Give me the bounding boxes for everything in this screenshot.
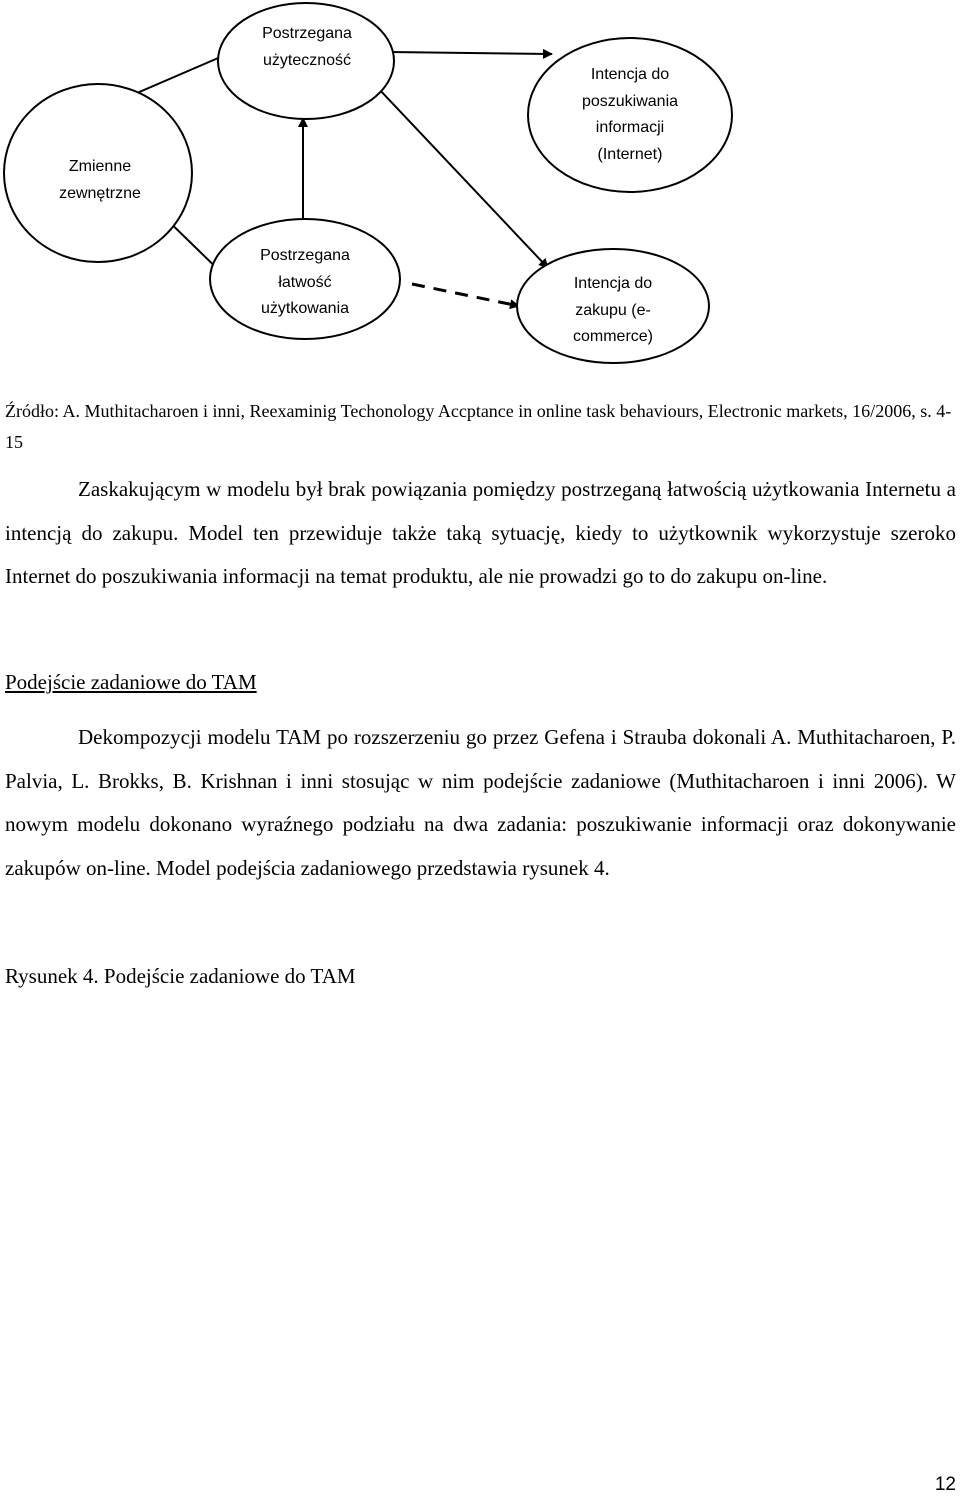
tam-diagram [0, 0, 960, 365]
node-label-external-variables: Zmienne zewnętrzne [59, 158, 141, 202]
body-paragraph-2: Dekompozycji modelu TAM po rozszerzeniu go przez Gefena i Strauba dokonali A. Muthitacharoen, P. Palvia, L. Brokks, B. Krishnan i inni stosując w nim podejście zadaniowe (Muthitacharoen i inni 2006). W nowym modelu dokonano wyraźnego podziału na dwa zadania: poszukiwanie informacji oraz dokonywanie zakupów on-line. Model podejścia zadaniowego przedstawia rysunek 4. [5, 725, 956, 880]
node-label-search-intention: Intencja do poszukiwania informacji (Internet) [581, 66, 679, 163]
body-paragraph-1: Zaskakującym w modelu był brak powiązania pomiędzy postrzeganą łatwością użytkowania Internetu a intencją do zakupu. Model ten przewiduje także taką sytuację, kiedy to użytkownik wykorzystuje szeroko Internet do poszukiwania informacji na temat produktu, ale nie prowadzi go to do zakupu on-line. [5, 477, 956, 588]
edge-peou-to-buy-dashed [412, 284, 519, 306]
section-heading: Podejście zadaniowe do TAM [5, 670, 257, 694]
node-label-perceived-ease-of-use: Postrzegana łatwość użytkowania [260, 247, 350, 317]
node-label-purchase-intention: Intencja do zakupu (e- commerce) [572, 275, 653, 345]
figure-caption: Rysunek 4. Podejście zadaniowe do TAM [5, 964, 356, 988]
figure-source: Źródło: A. Muthitacharoen i inni, Reexaminig Techonology Accptance in online task behaviours, Electronic markets, 16/2006, s. 4-15 [5, 401, 952, 452]
node-label-perceived-usefulness: Postrzegana użyteczność [262, 25, 352, 69]
page-number: 12 [934, 1474, 956, 1495]
edge-pu-to-buy [378, 88, 548, 268]
edge-pu-to-search [390, 52, 552, 54]
